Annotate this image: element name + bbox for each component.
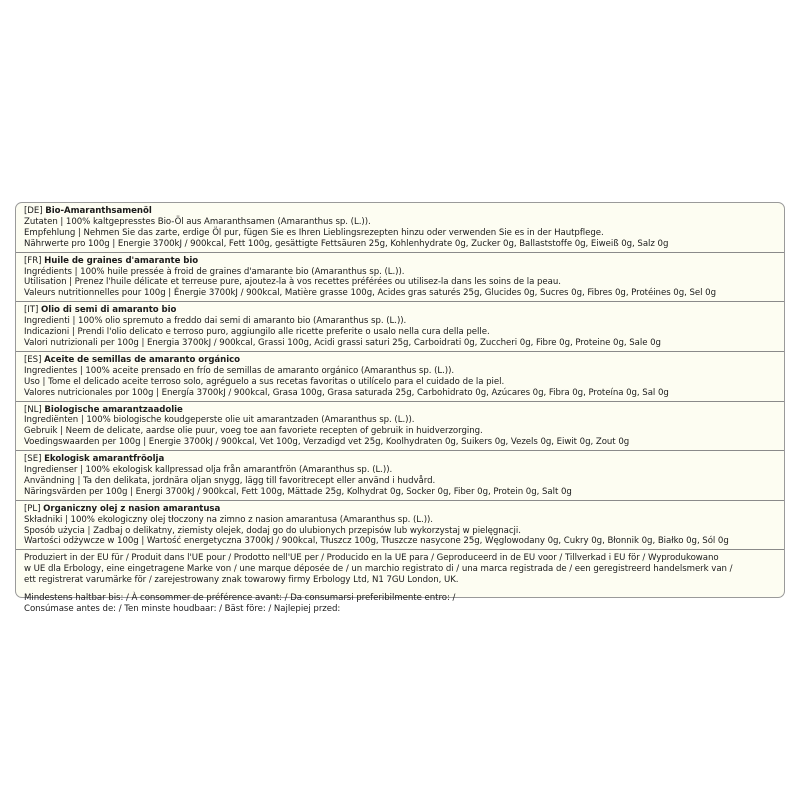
section-nl	[16, 402, 784, 452]
best-before-text: Mindestens haltbar bis: / À consommer de préférence avant: / Da consumarsi preferibilmente entro: /	[24, 593, 456, 604]
section-title	[24, 355, 776, 366]
usage-text: Indicazioni | Prendi l'olio delicato e terroso puro, aggiungilo alle ricette preferite o usalo nella cura della pelle.	[24, 327, 490, 338]
section-es	[16, 352, 784, 402]
section-title	[24, 256, 776, 267]
section-fr	[16, 253, 784, 303]
section-title	[24, 405, 776, 416]
ingredients-text: Ingredientes | 100% aceite prensado en frío de semillas de amaranto orgánico (Amaranthus sp. (L.)).	[24, 365, 455, 376]
ingredients-text: Ingrédients | 100% huile pressée à froid de graines d'amarante bio (Amaranthus sp. (L.)).	[24, 266, 405, 277]
section-it	[16, 302, 784, 352]
usage-text: Gebruik | Neem de delicate, aardse olie puur, voeg toe aan favoriete recepten of gebruik in huidverzorging.	[24, 426, 483, 437]
section-title	[24, 206, 776, 217]
producer-text: Produziert in der EU für / Produit dans l'UE pour / Prodotto nell'UE per / Producido en la UE para / Geproduceerd in de EU voor / Tillverkad i EU för / Wyprodukowano	[24, 553, 719, 564]
nutrition-text: Valores nutricionales por 100g | Energía 3700kJ / 900kcal, Grasa 100g, Grasa saturada 25g, Carbohidrato 0g, Azúcares 0g, Fibra 0g, Proteína 0g, Sal 0g	[24, 387, 669, 398]
language-code: [FR]	[24, 255, 42, 266]
usage-text: Sposób użycia | Zadbaj o delikatny, ziemisty olejek, dodaj go do ulubionych przepisów lub wykorzystaj w pielęgnacji.	[24, 525, 521, 536]
section-pl	[16, 501, 784, 551]
ingredients-text: Ingrediënten | 100% biologische koudgeperste olie uit amarantzaden (Amaranthus sp. (L.)).	[24, 415, 415, 426]
ingredients-text: Składniki | 100% ekologiczny olej tłoczony na zimno z nasion amarantusa (Amaranthus sp. (L.)).	[24, 514, 433, 525]
ingredients-text: Ingredienti | 100% olio spremuto a freddo dai semi di amaranto bio (Amaranthus sp. (L.)).	[24, 316, 407, 327]
nutrition-text: Voedingswaarden per 100g | Energie 3700kJ / 900kcal, Vet 100g, Verzadigd vet 25g, Koolhydraten 0g, Suikers 0g, Vezels 0g, Eiwit 0g, Zout 0g	[24, 437, 630, 448]
usage-text: Utilisation | Prenez l'huile délicate et terreuse pure, ajoutez-la à vos recettes préférées ou utilisez-la dans les soins de la peau.	[24, 277, 561, 288]
best-before-text: Consúmase antes de: / Ten minste houdbaar: / Bäst före: / Najlepiej przed:	[24, 604, 341, 614]
product-label	[15, 202, 785, 614]
product-name: Aceite de semillas de amaranto orgánico	[44, 354, 241, 365]
product-name: Ekologisk amarantfröolja	[44, 454, 165, 465]
section-title	[24, 504, 776, 515]
nutrition-text: Näringsvärden per 100g | Energi 3700kJ / 900kcal, Fett 100g, Mättade 25g, Kolhydrat 0g, Socker 0g, Fiber 0g, Protein 0g, Salt 0g	[24, 486, 572, 497]
nutrition-text: Valeurs nutritionnelles pour 100g | Énergie 3700kJ / 900kcal, Matière grasse 100g, Acides gras saturés 25g, Glucides 0g, Sucres 0g, Fibres 0g, Protéines 0g, Sel 0g	[24, 288, 716, 299]
product-name: Biologische amarantzaadolie	[44, 404, 183, 415]
section-de	[16, 203, 784, 253]
ingredients-text: Ingredienser | 100% ekologisk kallpressad olja från amarantfrön (Amaranthus sp. (L.)).	[24, 465, 393, 476]
section-se	[16, 451, 784, 501]
product-name: Olio di semi di amaranto bio	[40, 305, 177, 316]
language-code: [ES]	[24, 354, 42, 365]
section-title	[24, 305, 776, 316]
nutrition-text: Nährwerte pro 100g | Energie 3700kJ / 900kcal, Fett 100g, gesättigte Fettsäuren 25g, Kohlenhydrate 0g, Zucker 0g, Ballaststoffe 0g, Eiweiß 0g, Salz 0g	[24, 238, 669, 249]
language-code: [IT]	[24, 305, 39, 316]
language-code: [NL]	[24, 404, 42, 415]
producer-text: ett registrerat varumärke för / zarejestrowany znak towarowy firmy Erbology Ltd, N1 7GU London, UK.	[24, 575, 459, 586]
nutrition-text: Wartości odżywcze w 100g | Wartość energetyczna 3700kJ / 900kcal, Tłuszcz 100g, Tłuszcze nasycone 25g, Węglowodany 0g, Cukry 0g, Błonnik 0g, Białko 0g, Sól 0g	[24, 536, 729, 547]
product-name: Bio-Amaranthsamenöl	[45, 206, 152, 216]
language-code: [DE]	[24, 206, 43, 216]
language-code: [SE]	[24, 454, 42, 465]
product-name: Huile de graines d'amarante bio	[44, 255, 199, 266]
usage-text: Empfehlung | Nehmen Sie das zarte, erdige Öl pur, fügen Sie es Ihren Lieblingsrezepten hinzu oder verwenden Sie es in der Hautpflege.	[24, 227, 604, 238]
producer-text: w UE dla Erbology, eine eingetragene Marke von / une marque déposée de / un marchio registrato di / una marca registrada de / een geregistreerd handelsmerk van /	[24, 564, 733, 575]
section-title	[24, 454, 776, 465]
language-code: [PL]	[24, 503, 41, 514]
product-name: Organiczny olej z nasion amarantusa	[43, 503, 221, 514]
usage-text: Uso | Tome el delicado aceite terroso solo, agréguelo a sus recetas favoritas o utilícelo para el cuidado de la piel.	[24, 376, 505, 387]
ingredients-text: Zutaten | 100% kaltgepresstes Bio-Öl aus Amaranthsamen (Amaranthus sp. (L.)).	[24, 216, 371, 227]
usage-text: Användning | Ta den delikata, jordnära oljan snygg, lägg till favoritrecept eller använd i hudvård.	[24, 475, 436, 486]
label-footer	[16, 550, 784, 617]
nutrition-text: Valori nutrizionali per 100g | Energia 3700kJ / 900kcal, Grassi 100g, Acidi grassi saturi 25g, Carboidrati 0g, Zuccheri 0g, Fibre 0g, Proteine 0g, Sale 0g	[24, 337, 661, 348]
